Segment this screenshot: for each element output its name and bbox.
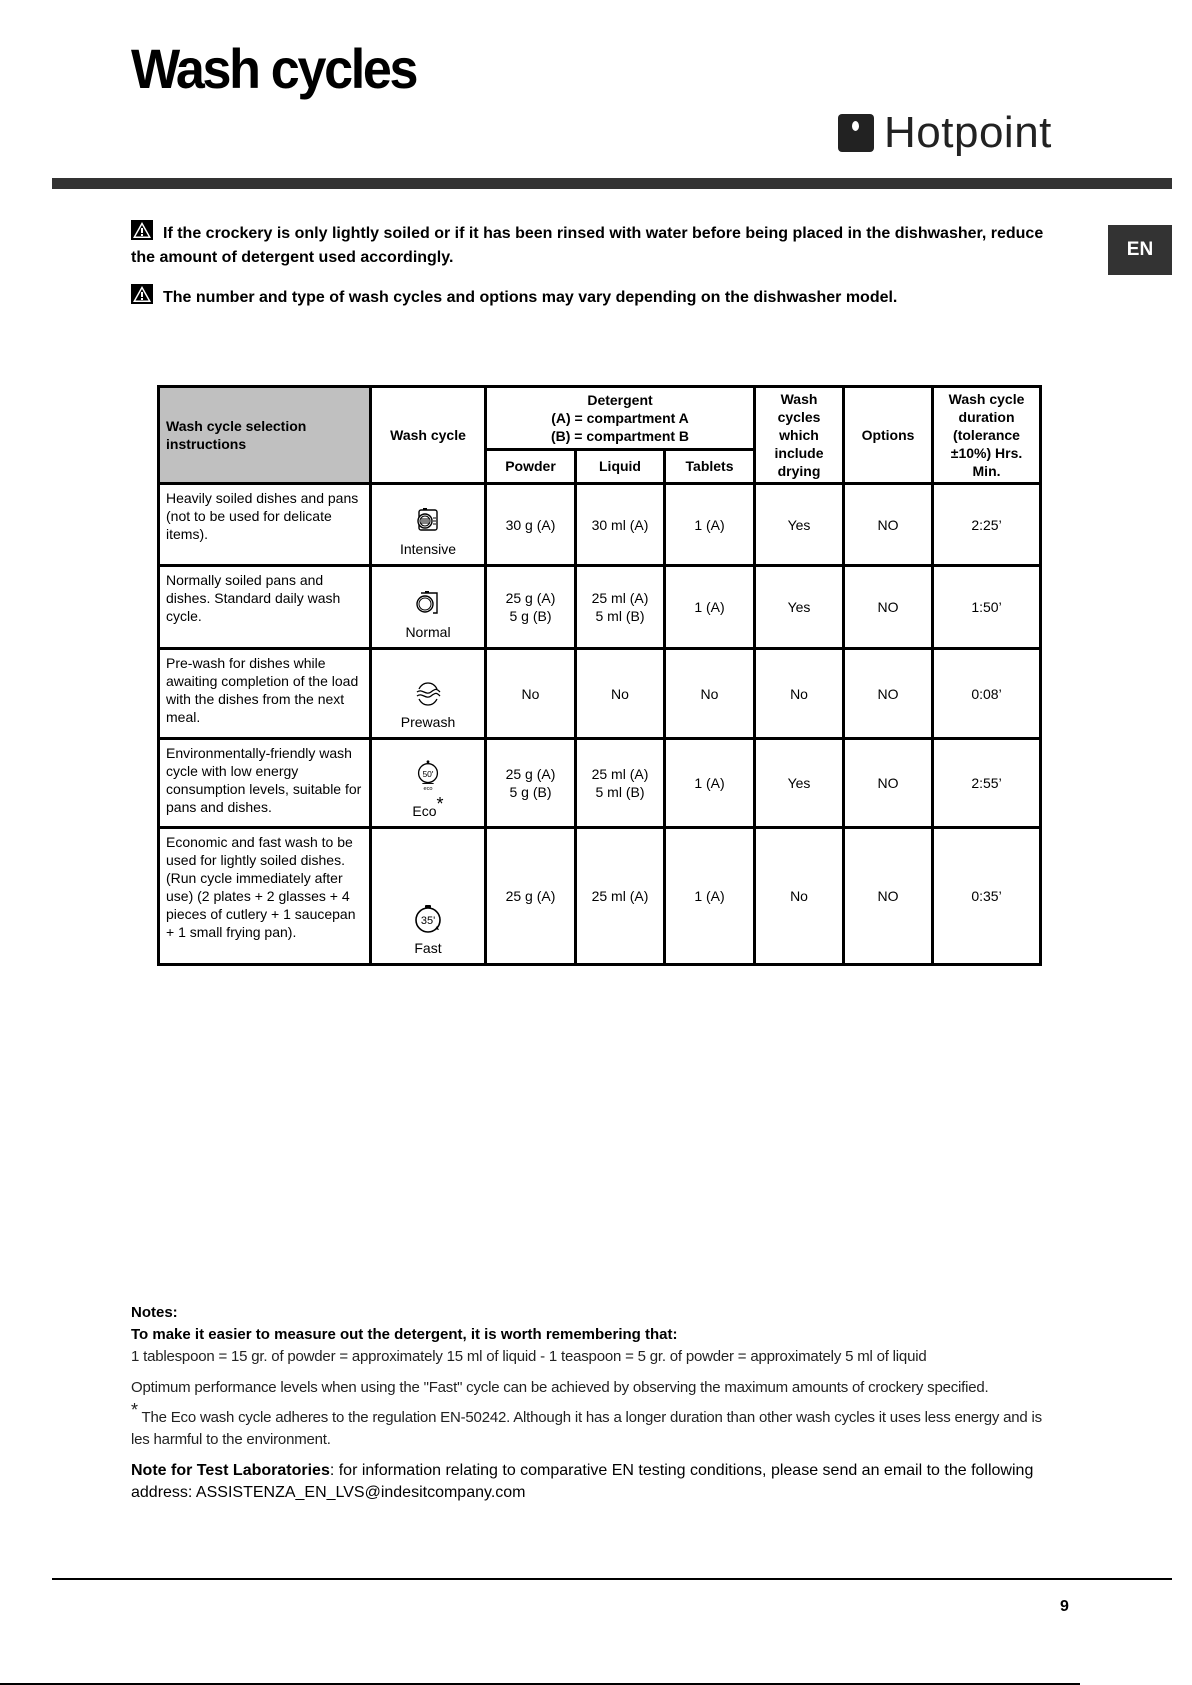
notes-section: [131, 1302, 1061, 1504]
detergent-line-2: (A) = compartment A: [551, 409, 689, 426]
row-tablets: 1 (A): [665, 828, 755, 965]
row-duration: 2:55’: [933, 739, 1041, 828]
row-liquid: [576, 828, 665, 965]
row-duration: 2:25’: [933, 484, 1041, 566]
row-liquid: [576, 484, 665, 566]
header-duration: Wash cycle duration (tolerance ±10%) Hrs. Min.: [933, 387, 1041, 484]
table-row: [159, 484, 1041, 566]
powder-a: 25 g (A): [505, 590, 556, 606]
cycle-label: Eco: [412, 803, 437, 819]
table-row: [159, 828, 1041, 965]
header-liquid: Liquid: [576, 449, 665, 483]
row-options: NO: [844, 739, 933, 828]
row-drying: Yes: [755, 739, 844, 828]
row-duration: 0:08’: [933, 649, 1041, 739]
row-powder: [486, 566, 576, 649]
row-cycle: [371, 739, 486, 828]
liquid-a: 25 ml (A): [591, 766, 649, 782]
svg-text:35': 35': [420, 915, 436, 927]
detergent-line-3: (B) = compartment B: [550, 427, 690, 444]
liquid-b: 5 ml (B): [595, 608, 645, 624]
prewash-cycle-icon: [413, 677, 443, 709]
row-instructions: Environmentally-friendly wash cycle with low energy consumption levels, suitable for pans and dishes.: [159, 739, 371, 828]
liquid-a: No: [611, 685, 629, 702]
liquid-a: 25 ml (A): [591, 888, 649, 904]
cycle-name: Normal: [405, 624, 451, 640]
row-instructions: Heavily soiled dishes and pans (not to be used for delicate items).: [159, 484, 371, 566]
header-wash-cycle: Wash cycle: [371, 387, 486, 484]
test-lab-label: Note for Test Laboratories: [131, 1462, 330, 1479]
test-lab-note: [131, 1460, 1061, 1504]
table-row: [159, 739, 1041, 828]
header-drying: Wash cycles which include drying: [755, 387, 844, 484]
page-number: 9: [1060, 1598, 1069, 1615]
header-selection-instructions: Wash cycle selection instructions: [159, 387, 371, 484]
hotpoint-logo-icon: [838, 114, 874, 152]
footnote-star: *: [131, 1400, 138, 1420]
row-cycle: [371, 828, 486, 965]
row-tablets: 1 (A): [665, 566, 755, 649]
brand-logo: [838, 108, 1052, 157]
brand-name: Hotpoint: [884, 108, 1052, 157]
header-divider: [52, 178, 1172, 189]
row-cycle: [371, 649, 486, 739]
eco-cycle-icon: [413, 759, 443, 791]
measure-note: 1 tablespoon = 15 gr. of powder = approximately 15 ml of liquid - 1 teaspoon = 5 gr. of powder = approximately 5 ml of liquid: [131, 1348, 927, 1365]
warning-triangle-icon: [131, 284, 153, 304]
cycle-name: Intensive: [399, 541, 457, 557]
row-tablets: 1 (A): [665, 739, 755, 828]
normal-cycle-icon: [413, 587, 443, 619]
footnote-star: *: [436, 794, 444, 814]
detergent-line-1: Detergent: [587, 391, 653, 408]
svg-text:50': 50': [422, 768, 434, 779]
notes-subheading: To make it easier to measure out the detergent, it is worth remembering that:: [131, 1326, 678, 1343]
cycle-name: Prewash: [400, 714, 456, 730]
table-row: [159, 566, 1041, 649]
row-cycle: [371, 484, 486, 566]
row-liquid: [576, 649, 665, 739]
warning-text-2: The number and type of wash cycles and options may vary depending on the dishwasher model.: [163, 289, 898, 306]
intensive-cycle-icon: [413, 504, 443, 536]
powder-b: 5 g (B): [509, 784, 552, 800]
row-powder: [486, 484, 576, 566]
table-row: [159, 649, 1041, 739]
row-drying: Yes: [755, 484, 844, 566]
row-options: NO: [844, 828, 933, 965]
row-cycle: [371, 566, 486, 649]
fast-note: Optimum performance levels when using the "Fast" cycle can be achieved by observing the maximum amounts of crockery specified.: [131, 1379, 989, 1396]
test-lab-text: : for information relating to comparative EN testing conditions, please send an email to the following address: ASSISTENZA_EN_LVS@indesitcompany.com: [131, 1462, 1034, 1501]
powder-a: 25 g (A): [505, 888, 556, 904]
row-options: NO: [844, 484, 933, 566]
header-tablets: Tablets: [665, 449, 755, 483]
row-drying: Yes: [755, 566, 844, 649]
row-duration: 0:35’: [933, 828, 1041, 965]
warning-note-1: [131, 220, 1061, 270]
row-duration: 1:50’: [933, 566, 1041, 649]
powder-a: 30 g (A): [505, 516, 556, 533]
powder-a: No: [521, 685, 540, 702]
row-powder: [486, 828, 576, 965]
warning-triangle-icon: [131, 220, 153, 240]
row-liquid: [576, 739, 665, 828]
row-tablets: 1 (A): [665, 484, 755, 566]
liquid-a: 25 ml (A): [591, 590, 649, 606]
eco-note-text: The Eco wash cycle adheres to the regulation EN-50242. Although it has a longer duration than other wash cycles it uses less energy and is les harmful to the environment.: [131, 1409, 1042, 1448]
row-tablets: No: [665, 649, 755, 739]
svg-text:eco: eco: [423, 786, 433, 791]
powder-b: 5 g (B): [509, 608, 552, 624]
row-instructions: Normally soiled pans and dishes. Standard daily wash cycle.: [159, 566, 371, 649]
row-drying: No: [755, 828, 844, 965]
notes-heading: Notes:: [131, 1304, 178, 1321]
row-instructions: Economic and fast wash to be used for lightly soiled dishes. (Run cycle immediately after use) (2 plates + 2 glasses + 4 pieces of cutlery + 1 saucepan + 1 small frying pan).: [159, 828, 371, 965]
header-powder: Powder: [486, 449, 576, 483]
cycle-name: Fast: [414, 940, 442, 956]
powder-a: 25 g (A): [505, 766, 556, 782]
liquid-a: 30 ml (A): [591, 516, 649, 533]
row-instructions: Pre-wash for dishes while awaiting completion of the load with the dishes from the next meal.: [159, 649, 371, 739]
language-badge: EN: [1108, 225, 1172, 275]
row-options: NO: [844, 649, 933, 739]
footer-divider: [52, 1578, 1172, 1580]
cycle-name: [376, 795, 480, 820]
header-detergent: [486, 387, 755, 450]
row-options: NO: [844, 566, 933, 649]
row-drying: No: [755, 649, 844, 739]
row-powder: [486, 649, 576, 739]
eco-note: [131, 1399, 1061, 1451]
wash-cycles-table: [157, 385, 1042, 966]
page-title: Wash cycles: [131, 37, 417, 100]
row-powder: [486, 739, 576, 828]
header-options: Options: [844, 387, 933, 484]
warning-note-2: [131, 284, 1061, 310]
warning-text-1: If the crockery is only lightly soiled or if it has been rinsed with water before being placed in the dishwasher, reduce the amount of detergent used accordingly.: [131, 225, 1044, 266]
fast-cycle-icon: [413, 903, 443, 935]
row-liquid: [576, 566, 665, 649]
liquid-b: 5 ml (B): [595, 784, 645, 800]
